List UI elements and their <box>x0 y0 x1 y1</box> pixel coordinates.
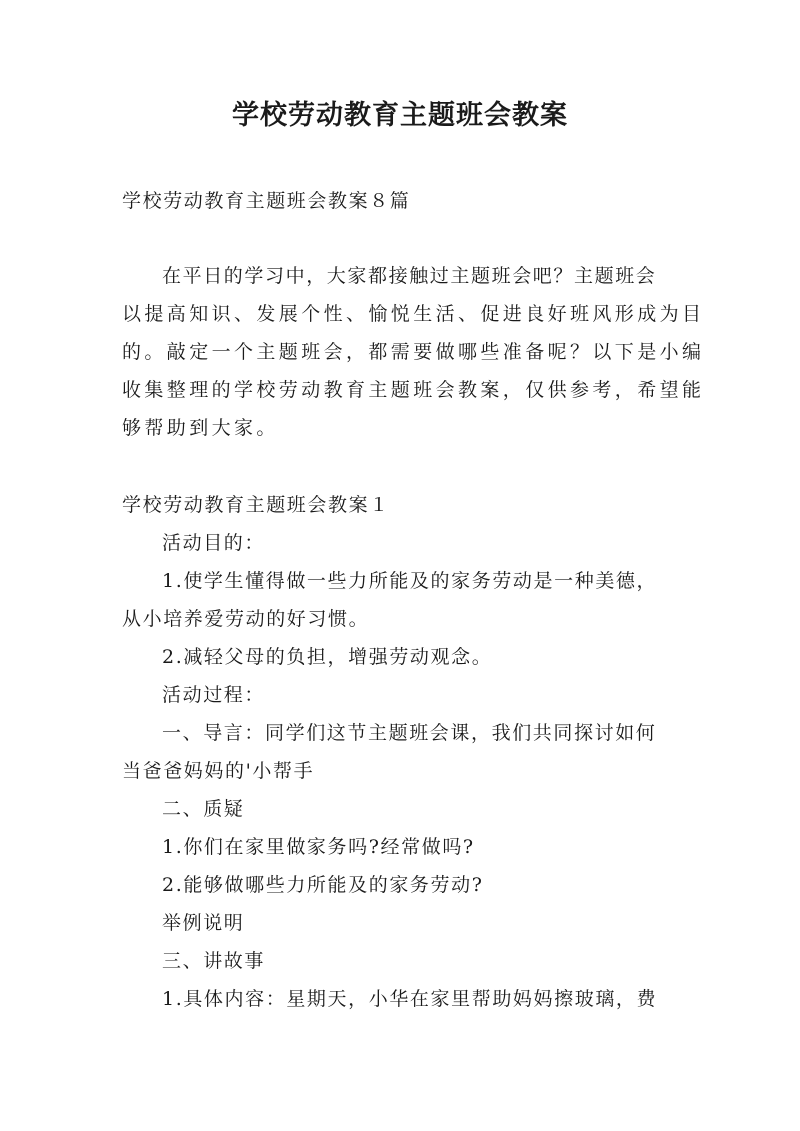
body-line: 1.具体内容：星期天，小华在家里帮助妈妈擦玻璃，费 <box>162 988 658 1010</box>
body-line: 2.能够做哪些力所能及的家务劳动? <box>162 874 484 896</box>
intro-line: 在平日的学习中，大家都接触过主题班会吧？主题班会 <box>162 265 657 287</box>
intro-line: 以提高知识、发展个性、愉悦生活、促进良好班风形成为目 <box>122 303 705 325</box>
body-line: 1.使学生懂得做一些力所能及的家务劳动是一种美德， <box>162 570 658 592</box>
body-line: 2.减轻父母的负担，增强劳动观念。 <box>162 646 493 668</box>
document-subtitle: 学校劳动教育主题班会教案８篇 <box>122 190 411 212</box>
intro-line: 的。敲定一个主题班会，都需要做哪些准备呢？以下是小编 <box>122 341 705 363</box>
body-line: 从小培养爱劳动的好习惯。 <box>122 608 370 630</box>
intro-line: 收集整理的学校劳动教育主题班会教案，仅供参考，希望能 <box>122 379 705 401</box>
body-line: 活动过程： <box>162 684 266 706</box>
document-title: 学校劳动教育主题班会教案 <box>232 100 568 131</box>
body-line: 举例说明 <box>162 912 245 934</box>
body-line: 活动目的： <box>162 532 266 554</box>
section-heading: 学校劳动教育主题班会教案１ <box>122 494 390 516</box>
intro-line: 够帮助到大家。 <box>122 417 279 439</box>
body-line: 一、导言：同学们这节主题班会课，我们共同探讨如何 <box>162 722 657 744</box>
body-line: 三、讲故事 <box>162 950 266 972</box>
body-line: 当爸爸妈妈的'小帮手 <box>122 760 315 782</box>
body-line: 1.你们在家里做家务吗?经常做吗? <box>162 836 475 858</box>
body-line: 二、质疑 <box>162 798 245 820</box>
